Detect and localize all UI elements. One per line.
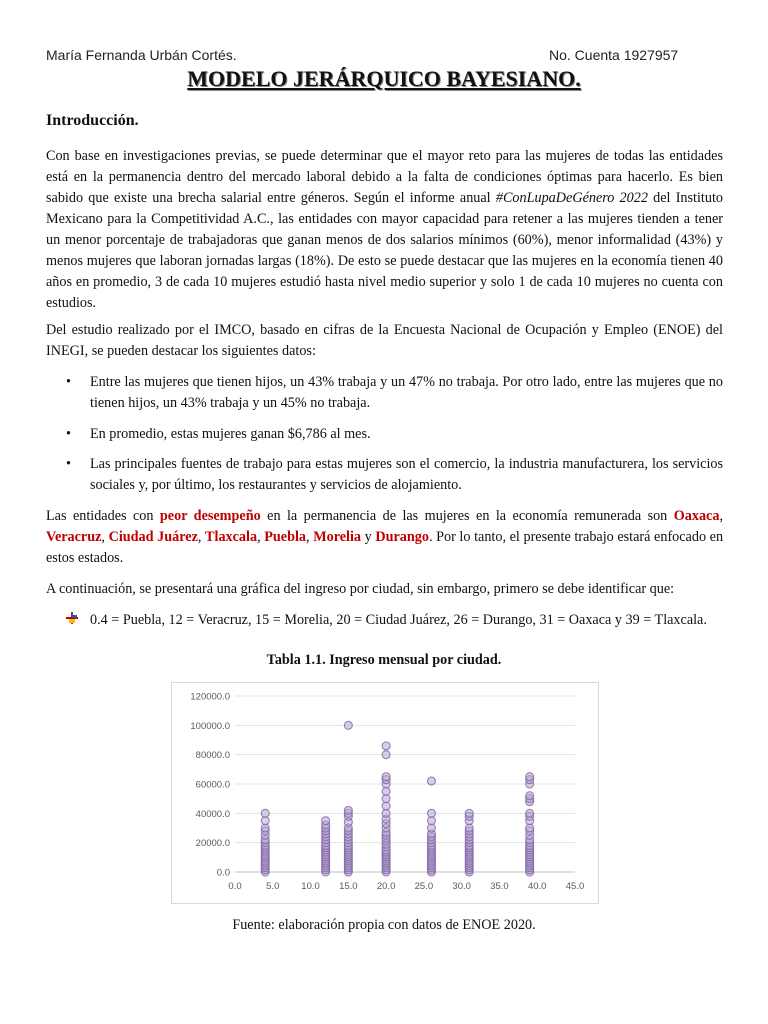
- data-point: [382, 773, 390, 781]
- highlight-peor-desempeno: peor desempeño: [159, 508, 261, 524]
- data-point: [526, 773, 534, 781]
- data-point: [526, 809, 534, 817]
- p1-text-a: Con base en investigaciones previas, se puede determinar que el mayor reto para las mujeres de todas las entidades está en la permanencia dentro del mercado laboral debido a la falta de condiciones óptimas para hacerlo. Es bien sabido que existe una brecha salarial entre géneros. Según el informe anual: [46, 148, 723, 206]
- state-durango: Durango: [375, 529, 429, 545]
- x-tick-label: 40.0: [527, 881, 547, 892]
- section-heading-intro: Introducción.: [46, 112, 139, 129]
- bullet-icon: •: [66, 426, 71, 442]
- y-tick-label: 20000.0: [195, 838, 230, 850]
- list-item: [46, 454, 723, 496]
- data-point: [261, 809, 269, 817]
- bullet-list-1: [46, 372, 723, 414]
- list-item: [46, 372, 723, 414]
- paragraph-chart-intro: A continuación, se presentará una gráfica del ingreso por ciudad, sin embargo, primero se debe identificar que:: [46, 581, 675, 597]
- comma: ,: [101, 529, 109, 545]
- comma: ,: [197, 529, 206, 545]
- bullet-icon: •: [66, 456, 71, 472]
- city-code-text: 0.4 = Puebla, 12 = Veracruz, 15 = Morelia, 20 = Ciudad Juárez, 26 = Durango, 31 = Oaxaca y 39 = Tlaxcala.: [90, 612, 707, 628]
- data-point: [344, 721, 352, 729]
- state-oaxaca: Oaxaca: [673, 508, 720, 524]
- comma: ,: [257, 529, 265, 545]
- data-point: [465, 809, 473, 817]
- bullet-list-2: [46, 424, 723, 445]
- data-point: [427, 777, 435, 785]
- y-tick-label: 60000.0: [195, 779, 230, 791]
- x-tick-label: 30.0: [452, 881, 471, 892]
- x-tick-label: 20.0: [376, 881, 396, 892]
- state-tlaxcala: Tlaxcala: [205, 529, 258, 545]
- list-item: [46, 424, 723, 445]
- code-list: [46, 610, 723, 631]
- comma: ,: [306, 529, 314, 545]
- y-tick-label: 40000.0: [195, 808, 230, 820]
- x-tick-label: 10.0: [301, 881, 320, 892]
- x-tick-label: 5.0: [266, 881, 280, 892]
- data-point: [382, 751, 390, 759]
- conjunction: y: [361, 529, 376, 545]
- arrow-bullet-icon: [66, 610, 78, 631]
- figure-caption: Tabla 1.1. Ingreso mensual por ciudad.: [266, 652, 502, 668]
- bullet-icon: •: [66, 374, 71, 390]
- bullet-list-3: [46, 454, 723, 496]
- y-tick-label: 120000.0: [190, 691, 230, 703]
- p1-text-b: del Instituto Mexicano para la Competitividad A.C., las entidades con mayor capacidad para retener a las mujeres tienden a tener un menor porcentaje de trabajadoras que ganan menos de dos salarios mínimos (60%), menor informalidad (43%) y menos mujeres que laboran jornadas largas (18%). De esto se puede destacar que las mujeres en la economía tienen 40 años en promedio, 3 de cada 10 mujeres estudió hasta nivel medio superior y solo 1 de cada 10 mujeres no cuenta con estudios.: [46, 190, 723, 311]
- author-name: María Fernanda Urbán Cortés.: [46, 47, 237, 63]
- x-tick-label: 15.0: [339, 881, 358, 892]
- list-item: [46, 610, 723, 631]
- p1-hashtag: #ConLupaDeGénero 2022: [495, 190, 648, 206]
- scatter-chart: [172, 683, 598, 903]
- bullet-text: Las principales fuentes de trabajo para estas mujeres son el comercio, la industria manufacturera, los servicios sociales y, por último, los restaurantes y servicios de alojamiento.: [90, 456, 723, 493]
- y-tick-label: 0.0: [216, 867, 230, 879]
- state-morelia: Morelia: [313, 529, 362, 545]
- x-tick-label: 45.0: [565, 881, 585, 892]
- p3-text-d: . Por lo tanto, el presente trabajo estará enfocado en estos estados.: [46, 529, 724, 566]
- page-title: MODELO JERÁRQUICO BAYESIANO.: [187, 66, 581, 91]
- scatter-chart-frame: [171, 682, 599, 904]
- bullet-text: Entre las mujeres que tienen hijos, un 43% trabaja y un 47% no trabaja. Por otro lado, entre las mujeres que no tienen hijos, un 43% trabaja y un 45% no trabaja.: [90, 374, 723, 411]
- state-veracruz: Veracruz: [46, 529, 102, 545]
- comma: ,: [719, 508, 723, 524]
- data-point: [322, 817, 330, 825]
- x-tick-label: 25.0: [414, 881, 434, 892]
- paragraph-intro-1: [46, 146, 723, 314]
- bullet-text: En promedio, estas mujeres ganan $6,786 al mes.: [90, 426, 371, 442]
- data-point: [427, 809, 435, 817]
- p3-text-a: Las entidades con: [46, 508, 160, 524]
- data-point: [344, 806, 352, 814]
- figure-source: Fuente: elaboración propia con datos de ENOE 2020.: [232, 917, 536, 933]
- state-puebla: Puebla: [264, 529, 307, 545]
- x-tick-label: 0.0: [228, 881, 242, 892]
- state-ciudad-juarez: Ciudad Juárez: [108, 529, 198, 545]
- y-tick-label: 80000.0: [195, 750, 230, 762]
- account-number: No. Cuenta 1927957: [549, 47, 679, 63]
- paragraph-intro-2: Del estudio realizado por el IMCO, basado en cifras de la Encuesta Nacional de Ocupación y Empleo (ENOE) del INEGI, se pueden destacar los siguientes datos:: [46, 322, 723, 359]
- data-point: [382, 742, 390, 750]
- p3-text-b: en la permanencia de las mujeres en la economía remunerada son: [260, 508, 674, 524]
- y-tick-label: 100000.0: [190, 720, 230, 732]
- data-point: [526, 792, 534, 800]
- paragraph-entities: [46, 506, 723, 569]
- x-tick-label: 35.0: [490, 881, 509, 892]
